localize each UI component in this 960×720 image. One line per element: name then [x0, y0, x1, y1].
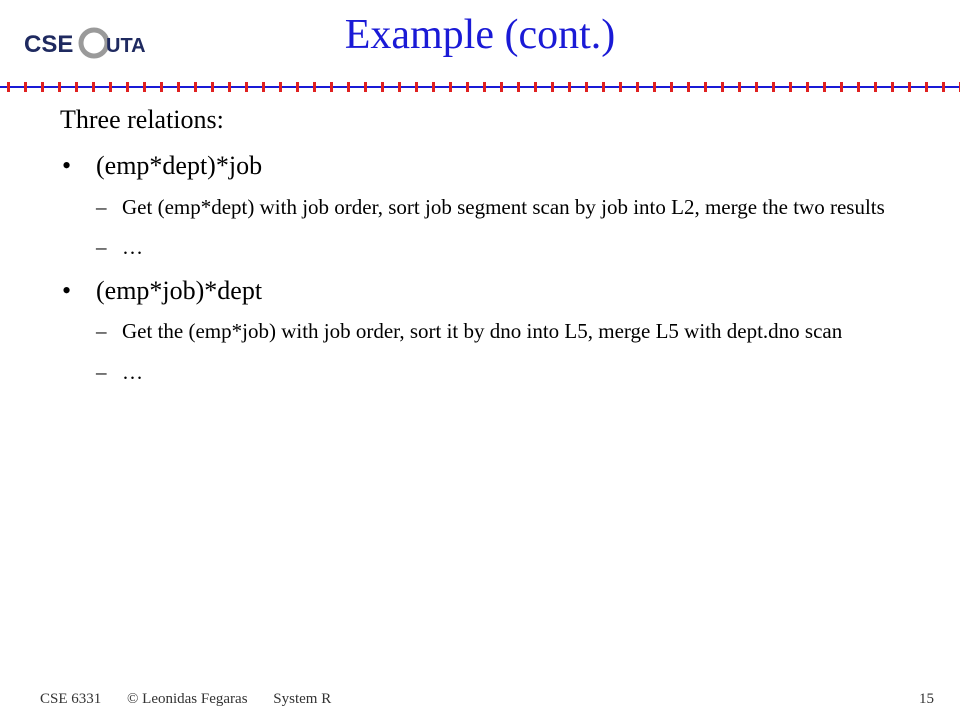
dash-icon: – — [96, 194, 107, 219]
footer-author: © Leonidas Fegaras — [127, 691, 248, 707]
sub-bullet-text: … — [122, 235, 143, 260]
sub-bullet-text: … — [122, 359, 143, 384]
slide-body — [60, 104, 920, 398]
slide-footer — [40, 691, 353, 708]
sub-bullet-text: Get the (emp*job) with job order, sort it by dno into L5, merge L5 with dept.dno scan — [122, 319, 843, 344]
title-divider — [0, 80, 960, 94]
dash-icon: – — [96, 319, 107, 344]
sub-bullet-item — [60, 233, 920, 261]
bullet-dot-icon: • — [62, 275, 72, 305]
footer-course: CSE 6331 — [40, 691, 102, 707]
bullet-dot-icon: • — [62, 151, 72, 181]
sub-bullet-text: Get (emp*dept) with job order, sort job segment scan by job into L2, merge the two results — [122, 194, 885, 219]
logo-uta-text: UTA — [106, 35, 146, 57]
bullet-item — [60, 149, 920, 183]
logo-cse-text: CSE — [24, 31, 74, 58]
dash-icon: – — [96, 235, 107, 260]
bullet-label: (emp*dept)*job — [96, 151, 263, 181]
slide-title: Example (cont.) — [344, 12, 616, 58]
dash-icon: – — [96, 359, 107, 384]
bullet-item — [60, 274, 920, 308]
bullet-label: (emp*job)*dept — [96, 275, 263, 305]
page-number: 15 — [919, 691, 934, 707]
intro-text: Three relations: — [60, 105, 224, 134]
sub-bullet-item — [60, 317, 920, 345]
sub-bullet-item — [60, 358, 920, 386]
footer-topic: System R — [273, 691, 332, 707]
sub-bullet-item — [60, 193, 920, 221]
